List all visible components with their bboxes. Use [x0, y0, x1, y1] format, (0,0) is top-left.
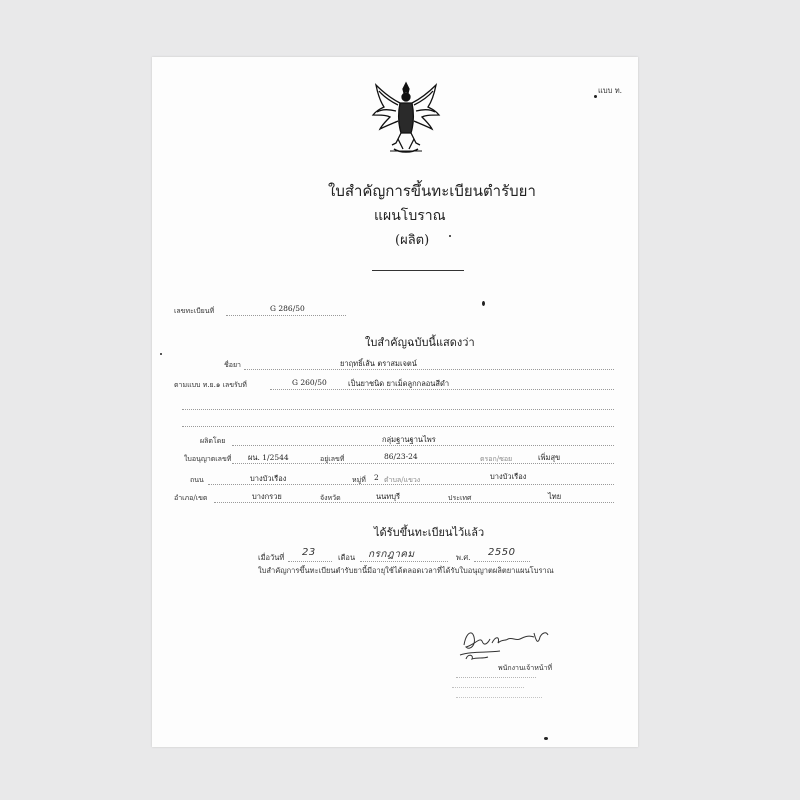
registered-heading: ได้รับขึ้นทะเบียนไว้แล้ว: [374, 526, 485, 539]
subdistrict-value: บางบัวเรือง: [490, 472, 527, 481]
province-label: จังหวัด: [320, 494, 341, 502]
registration-number-value: G 286/50: [270, 304, 305, 313]
certify-heading: ใบสำคัญฉบับนี้แสดงว่า: [365, 336, 475, 349]
officer-signature: [452, 615, 562, 667]
district-label: อำเภอ/เขต: [174, 494, 208, 502]
faint-mark: [456, 677, 536, 678]
date-month-value: กรกฎาคม: [368, 549, 415, 560]
province-value: นนทบุรี: [376, 492, 400, 501]
date-day-label: เมื่อวันที่: [258, 553, 285, 562]
scan-speck: [544, 737, 548, 740]
manufacturer-value: กลุ่มฐานฐานไพร: [382, 435, 436, 444]
address-value: 86/23-24: [384, 452, 418, 461]
form-reference-label: ตามแบบ ท.ย.๑ เลขรับที่: [174, 381, 247, 389]
subdistrict-label: ตำบล/แขวง: [384, 476, 421, 484]
date-year-label: พ.ศ.: [456, 553, 471, 562]
road-value: บางบัวเรือง: [250, 474, 287, 483]
certificate-subtitle: แผนโบราณ: [374, 208, 446, 224]
scan-speck: [449, 235, 451, 237]
license-label: ใบอนุญาตเลขที่: [184, 455, 232, 463]
district-value: บางกรวย: [252, 492, 282, 501]
registration-number-label: เลขทะเบียนที่: [174, 307, 215, 315]
scan-speck: [594, 95, 597, 98]
scan-speck: [160, 353, 162, 355]
faint-mark: [452, 687, 524, 688]
form-code: แบบ ท.: [598, 86, 623, 95]
officer-title: พนักงานเจ้าหน้าที่: [498, 664, 553, 672]
manufacturer-label: ผลิตโดย: [200, 437, 226, 445]
garuda-emblem-icon: [370, 79, 442, 155]
country-value: ไทย: [548, 492, 562, 501]
date-day-value: 23: [302, 547, 316, 558]
drug-name-label: ชื่อยา: [224, 361, 241, 369]
license-value: ผน. 1/2544: [248, 453, 289, 462]
certificate-type: (ผลิต): [395, 233, 430, 248]
title-divider: [372, 270, 464, 271]
certificate-title: ใบสำคัญการขึ้นทะเบียนตำรับยา: [328, 182, 536, 200]
street-value: เพิ่มสุข: [538, 453, 561, 462]
moo-label: หมู่ที่: [352, 476, 366, 484]
drug-type-value: เป็นยาชนิด ยาเม็ดลูกกลอนสีดำ: [348, 379, 450, 388]
road-label: ถนน: [190, 476, 204, 484]
registration-certificate-page: [152, 57, 638, 747]
scan-speck: [482, 301, 485, 306]
faint-mark: [456, 697, 542, 698]
street-label: ตรอก/ซอย: [480, 455, 513, 463]
date-year-value: 2550: [488, 547, 516, 558]
validity-note: ใบสำคัญการขึ้นทะเบียนตำรับยานี้มีอายุใช้ได้ตลอดเวลาที่ได้รับใบอนุญาตผลิตยาแผนโบราณ: [258, 566, 554, 575]
country-label: ประเทศ: [448, 494, 472, 502]
date-month-label: เดือน: [338, 553, 356, 562]
moo-value: 2: [374, 473, 379, 482]
drug-name-value: ยาฤทธิ์เส้น ตราสมเจตน์: [340, 359, 417, 368]
address-label: อยู่เลขที่: [320, 455, 345, 463]
form-reference-value: G 260/50: [292, 378, 327, 387]
